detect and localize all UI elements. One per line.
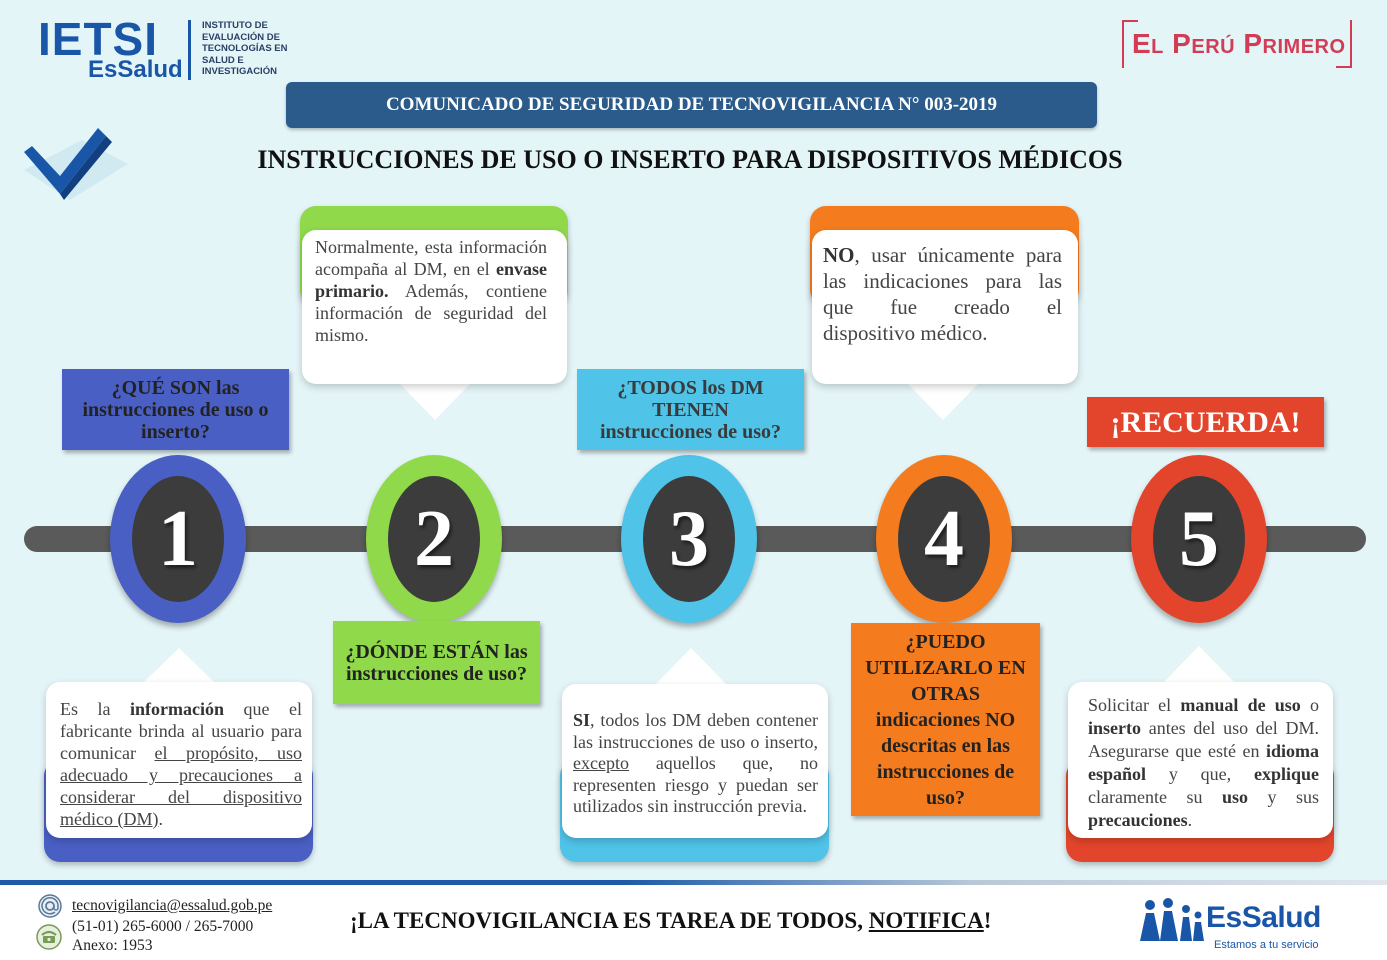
card-5: Solicitar el manual de uso o inserto antes del uso del DM. Asegurarse que esté en idioma español y que, explique claramente su uso y sus precauciones. (1068, 682, 1333, 838)
card-5-pointer (1162, 646, 1236, 684)
family-icon (1138, 897, 1206, 941)
card-4: NO, usar únicamente para las indicaciones para las que fue creado el dispositivo médico. (812, 230, 1078, 384)
institute-name: INSTITUTO DE EVALUACIÓN DE TECNOLOGÍAS EN SALUD E INVESTIGACIÓN (202, 20, 288, 77)
step-node-2 (366, 455, 502, 623)
step-number-2: 2 (388, 476, 480, 602)
phone-numbers: (51-01) 265-6000 / 265-7000 (72, 918, 254, 935)
step-number-3: 3 (643, 476, 735, 602)
email-icon (38, 894, 62, 918)
checkmark-icon (20, 124, 132, 208)
logo-divider (188, 20, 191, 80)
ietsi-logo (38, 13, 298, 83)
phone-extension: Anexo: 1953 (72, 937, 153, 954)
step-node-1 (110, 455, 246, 623)
email-link[interactable]: tecnovigilancia@essalud.gob.pe (72, 897, 273, 914)
question-4-label: ¿PUEDO UTILIZARLO EN OTRAS indicaciones NO descritas en las instrucciones de uso? (851, 623, 1040, 816)
recuerda-label: ¡RECUERDA! (1087, 397, 1324, 447)
card-3-pointer (654, 648, 728, 686)
step-node-5 (1131, 455, 1267, 623)
step-number-4: 4 (898, 476, 990, 602)
step-node-3 (621, 455, 757, 623)
essalud-logo-subtext: EsSalud (88, 56, 183, 83)
essalud-footer-logo (1138, 893, 1338, 955)
phone-icon (36, 924, 62, 950)
step-node-4 (876, 455, 1012, 623)
card-2: Normalmente, esta información acompaña al DM, en el envase primario. Además, contiene información de seguridad del mismo. (302, 230, 567, 384)
communique-banner: COMUNICADO DE SEGURIDAD DE TECNOVIGILANCIA N° 003-2019 (286, 82, 1097, 128)
footer-slogan: ¡LA TECNOVIGILANCIA ES TAREA DE TODOS, NOTIFICA! (350, 908, 992, 933)
question-1-label: ¿QUÉ SON las instrucciones de uso o inserto? (62, 369, 289, 450)
card-3: SI, todos los DM deben contener las instrucciones de uso o inserto, excepto aquellos que, no representen riesgo y puedan ser utilizados sin instrucción previa. (562, 684, 828, 838)
peru-logo-text: El Perú Primero (1132, 28, 1346, 59)
step-number-1: 1 (132, 476, 224, 602)
card-4-pointer (906, 382, 980, 420)
essalud-tagline: Estamos a tu servicio (1214, 939, 1319, 951)
question-3-label: ¿TODOS los DM TIENEN instrucciones de uso? (577, 369, 804, 450)
ietsi-logo-text: IETSI (38, 13, 159, 65)
essalud-logo-text: EsSalud (1206, 901, 1321, 934)
question-2-label: ¿DÓNDE ESTÁN las instrucciones de uso? (333, 621, 540, 704)
step-number-5: 5 (1153, 476, 1245, 602)
card-1: Es la información que el fabricante brinda al usuario para comunicar el propósito, uso adecuado y precauciones a considerar del dispositivo médico (DM). (46, 682, 312, 838)
page-title: INSTRUCCIONES DE USO O INSERTO PARA DISPOSITIVOS MÉDICOS (257, 145, 1123, 174)
card-2-pointer (398, 382, 472, 420)
el-peru-primero-logo (1122, 20, 1352, 68)
card-1-pointer (142, 648, 216, 684)
